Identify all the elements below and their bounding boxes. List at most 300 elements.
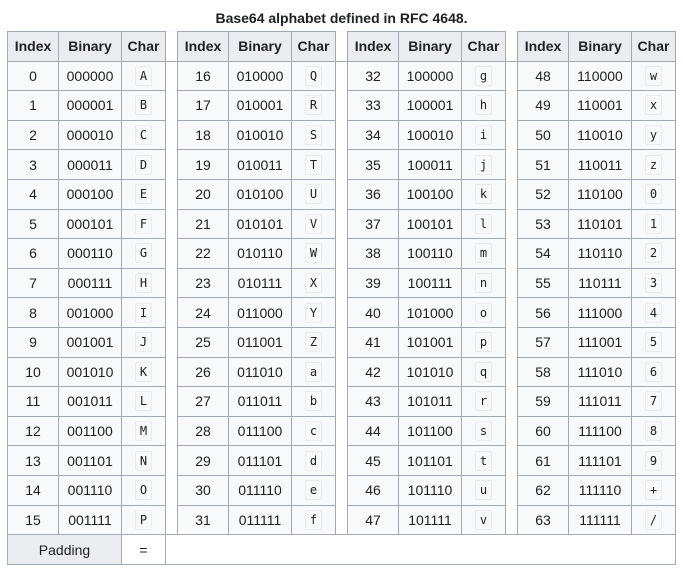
index-cell: 7 bbox=[8, 268, 59, 298]
char-cell bbox=[292, 416, 336, 446]
index-cell: 12 bbox=[8, 416, 59, 446]
index-cell: 17 bbox=[178, 91, 229, 121]
column-group-spacer bbox=[506, 505, 518, 535]
char-code: Z bbox=[305, 332, 322, 352]
char-code: X bbox=[305, 273, 322, 293]
index-cell: 22 bbox=[178, 239, 229, 269]
char-code: S bbox=[305, 125, 322, 145]
column-group-spacer bbox=[336, 32, 348, 62]
index-cell: 52 bbox=[518, 179, 569, 209]
index-cell: 16 bbox=[178, 61, 229, 91]
char-cell bbox=[122, 357, 166, 387]
char-code: 3 bbox=[645, 273, 662, 293]
binary-cell: 011101 bbox=[229, 446, 292, 476]
index-cell: 0 bbox=[8, 61, 59, 91]
char-cell bbox=[632, 209, 676, 239]
binary-cell: 010001 bbox=[229, 91, 292, 121]
table-row bbox=[8, 416, 676, 446]
char-code: 9 bbox=[645, 451, 662, 471]
table-row bbox=[8, 61, 676, 91]
column-group-spacer bbox=[506, 209, 518, 239]
char-code: / bbox=[645, 510, 662, 530]
index-cell: 10 bbox=[8, 357, 59, 387]
char-code: W bbox=[305, 243, 322, 263]
column-group-spacer bbox=[506, 327, 518, 357]
table-row bbox=[8, 91, 676, 121]
char-cell bbox=[462, 505, 506, 535]
column-group-spacer bbox=[336, 120, 348, 150]
column-group-spacer bbox=[336, 357, 348, 387]
char-cell bbox=[122, 209, 166, 239]
column-group-spacer bbox=[506, 150, 518, 180]
binary-cell: 111000 bbox=[569, 298, 632, 328]
binary-cell: 101001 bbox=[399, 327, 462, 357]
binary-cell: 101011 bbox=[399, 387, 462, 417]
binary-cell: 100011 bbox=[399, 150, 462, 180]
index-cell: 18 bbox=[178, 120, 229, 150]
column-group-spacer bbox=[166, 298, 178, 328]
column-group-spacer bbox=[166, 475, 178, 505]
binary-cell: 100100 bbox=[399, 179, 462, 209]
char-cell bbox=[632, 239, 676, 269]
padding-char-cell bbox=[122, 535, 166, 565]
binary-cell: 001001 bbox=[59, 327, 122, 357]
binary-cell: 010010 bbox=[229, 120, 292, 150]
column-group-spacer bbox=[336, 179, 348, 209]
index-cell: 54 bbox=[518, 239, 569, 269]
char-cell bbox=[462, 120, 506, 150]
index-cell: 42 bbox=[348, 357, 399, 387]
table-caption: Base64 alphabet defined in RFC 4648. bbox=[215, 10, 468, 26]
char-cell bbox=[462, 416, 506, 446]
index-cell: 15 bbox=[8, 505, 59, 535]
padding-empty-cell bbox=[166, 535, 676, 565]
binary-cell: 000100 bbox=[59, 179, 122, 209]
column-group-spacer bbox=[166, 239, 178, 269]
char-code: Q bbox=[305, 66, 322, 86]
binary-cell: 001010 bbox=[59, 357, 122, 387]
index-cell: 46 bbox=[348, 475, 399, 505]
char-cell bbox=[462, 61, 506, 91]
index-cell: 33 bbox=[348, 91, 399, 121]
index-cell: 51 bbox=[518, 150, 569, 180]
char-cell bbox=[632, 61, 676, 91]
index-cell: 25 bbox=[178, 327, 229, 357]
column-group-spacer bbox=[336, 387, 348, 417]
char-cell bbox=[462, 209, 506, 239]
index-cell: 3 bbox=[8, 150, 59, 180]
char-code: b bbox=[305, 391, 322, 411]
char-cell bbox=[292, 327, 336, 357]
binary-cell: 101100 bbox=[399, 416, 462, 446]
binary-cell: 010011 bbox=[229, 150, 292, 180]
char-cell bbox=[122, 268, 166, 298]
binary-cell: 001011 bbox=[59, 387, 122, 417]
index-cell: 48 bbox=[518, 61, 569, 91]
char-code: 8 bbox=[645, 421, 662, 441]
table-row bbox=[8, 150, 676, 180]
binary-cell: 111100 bbox=[569, 416, 632, 446]
index-cell: 8 bbox=[8, 298, 59, 328]
table-row bbox=[8, 268, 676, 298]
col-header-char: Char bbox=[462, 32, 506, 62]
char-code: 2 bbox=[645, 243, 662, 263]
char-cell bbox=[292, 298, 336, 328]
binary-cell: 000000 bbox=[59, 61, 122, 91]
char-code: h bbox=[475, 95, 492, 115]
binary-cell: 011010 bbox=[229, 357, 292, 387]
column-group-spacer bbox=[506, 357, 518, 387]
column-group-spacer bbox=[506, 120, 518, 150]
char-cell bbox=[462, 239, 506, 269]
char-cell bbox=[122, 239, 166, 269]
index-cell: 26 bbox=[178, 357, 229, 387]
char-code: 4 bbox=[645, 303, 662, 323]
index-cell: 28 bbox=[178, 416, 229, 446]
char-cell bbox=[462, 91, 506, 121]
char-cell bbox=[632, 505, 676, 535]
char-code: r bbox=[475, 391, 492, 411]
char-cell bbox=[292, 239, 336, 269]
binary-cell: 001000 bbox=[59, 298, 122, 328]
index-cell: 14 bbox=[8, 475, 59, 505]
binary-cell: 110000 bbox=[569, 61, 632, 91]
char-cell bbox=[292, 357, 336, 387]
column-group-spacer bbox=[506, 32, 518, 62]
col-header-binary: Binary bbox=[569, 32, 632, 62]
binary-cell: 011011 bbox=[229, 387, 292, 417]
char-code: U bbox=[305, 184, 322, 204]
index-cell: 62 bbox=[518, 475, 569, 505]
column-group-spacer bbox=[506, 446, 518, 476]
col-header-index: Index bbox=[178, 32, 229, 62]
char-cell bbox=[122, 298, 166, 328]
binary-cell: 010101 bbox=[229, 209, 292, 239]
char-code: u bbox=[475, 480, 492, 500]
char-code: z bbox=[645, 155, 662, 175]
column-group-spacer bbox=[166, 416, 178, 446]
index-cell: 1 bbox=[8, 91, 59, 121]
char-cell bbox=[462, 357, 506, 387]
index-cell: 39 bbox=[348, 268, 399, 298]
index-cell: 24 bbox=[178, 298, 229, 328]
char-code: K bbox=[135, 362, 152, 382]
column-group-spacer bbox=[166, 91, 178, 121]
char-cell bbox=[462, 327, 506, 357]
binary-cell: 100111 bbox=[399, 268, 462, 298]
col-header-binary: Binary bbox=[229, 32, 292, 62]
index-cell: 37 bbox=[348, 209, 399, 239]
index-cell: 63 bbox=[518, 505, 569, 535]
char-cell bbox=[632, 387, 676, 417]
table-row bbox=[8, 298, 676, 328]
column-group-spacer bbox=[336, 298, 348, 328]
char-cell bbox=[292, 91, 336, 121]
column-group-spacer bbox=[166, 327, 178, 357]
col-header-index: Index bbox=[8, 32, 59, 62]
char-code: k bbox=[475, 184, 492, 204]
char-code: A bbox=[135, 66, 152, 86]
col-header-char: Char bbox=[632, 32, 676, 62]
column-group-spacer bbox=[166, 120, 178, 150]
column-group-spacer bbox=[336, 239, 348, 269]
index-cell: 32 bbox=[348, 61, 399, 91]
column-group-spacer bbox=[506, 387, 518, 417]
col-header-binary: Binary bbox=[399, 32, 462, 62]
char-cell bbox=[632, 416, 676, 446]
col-header-char: Char bbox=[122, 32, 166, 62]
char-cell bbox=[462, 475, 506, 505]
char-cell bbox=[122, 387, 166, 417]
binary-cell: 000110 bbox=[59, 239, 122, 269]
index-cell: 49 bbox=[518, 91, 569, 121]
char-cell bbox=[632, 150, 676, 180]
char-code: e bbox=[305, 480, 322, 500]
binary-cell: 000011 bbox=[59, 150, 122, 180]
column-group-spacer bbox=[336, 416, 348, 446]
index-cell: 27 bbox=[178, 387, 229, 417]
column-group-spacer bbox=[166, 357, 178, 387]
column-group-spacer bbox=[506, 61, 518, 91]
char-code: L bbox=[135, 391, 152, 411]
index-cell: 47 bbox=[348, 505, 399, 535]
index-cell: 9 bbox=[8, 327, 59, 357]
char-code: w bbox=[645, 66, 662, 86]
binary-cell: 110010 bbox=[569, 120, 632, 150]
char-code: f bbox=[305, 510, 322, 530]
index-cell: 31 bbox=[178, 505, 229, 535]
index-cell: 11 bbox=[8, 387, 59, 417]
char-code: o bbox=[475, 303, 492, 323]
char-code: 1 bbox=[645, 214, 662, 234]
padding-label: Padding bbox=[8, 535, 122, 565]
char-cell bbox=[632, 298, 676, 328]
binary-cell: 101111 bbox=[399, 505, 462, 535]
char-cell bbox=[462, 387, 506, 417]
binary-cell: 111111 bbox=[569, 505, 632, 535]
index-cell: 21 bbox=[178, 209, 229, 239]
char-code: T bbox=[305, 155, 322, 175]
index-cell: 6 bbox=[8, 239, 59, 269]
index-cell: 60 bbox=[518, 416, 569, 446]
char-code: q bbox=[475, 362, 492, 382]
char-code: i bbox=[475, 125, 492, 145]
char-cell bbox=[122, 475, 166, 505]
header-row bbox=[8, 32, 676, 62]
char-cell bbox=[292, 209, 336, 239]
col-header-char: Char bbox=[292, 32, 336, 62]
char-cell bbox=[462, 298, 506, 328]
column-group-spacer bbox=[166, 32, 178, 62]
char-cell bbox=[632, 475, 676, 505]
char-code: B bbox=[135, 95, 152, 115]
index-cell: 40 bbox=[348, 298, 399, 328]
char-code: M bbox=[135, 421, 152, 441]
char-code: Y bbox=[305, 303, 322, 323]
index-cell: 61 bbox=[518, 446, 569, 476]
column-group-spacer bbox=[506, 179, 518, 209]
binary-cell: 011100 bbox=[229, 416, 292, 446]
char-code: j bbox=[475, 155, 492, 175]
column-group-spacer bbox=[166, 209, 178, 239]
binary-cell: 100001 bbox=[399, 91, 462, 121]
index-cell: 58 bbox=[518, 357, 569, 387]
binary-cell: 101010 bbox=[399, 357, 462, 387]
char-code: m bbox=[475, 243, 492, 263]
index-cell: 20 bbox=[178, 179, 229, 209]
char-cell bbox=[632, 268, 676, 298]
char-cell bbox=[122, 150, 166, 180]
char-code: N bbox=[135, 451, 152, 471]
index-cell: 5 bbox=[8, 209, 59, 239]
char-cell bbox=[122, 61, 166, 91]
column-group-spacer bbox=[506, 475, 518, 505]
binary-cell: 010100 bbox=[229, 179, 292, 209]
char-cell bbox=[122, 327, 166, 357]
char-code: 0 bbox=[645, 184, 662, 204]
char-cell bbox=[462, 150, 506, 180]
char-code: 7 bbox=[645, 391, 662, 411]
char-code: d bbox=[305, 451, 322, 471]
index-cell: 56 bbox=[518, 298, 569, 328]
char-code: R bbox=[305, 95, 322, 115]
column-group-spacer bbox=[166, 61, 178, 91]
char-cell bbox=[292, 446, 336, 476]
binary-cell: 110110 bbox=[569, 239, 632, 269]
char-code: v bbox=[475, 510, 492, 530]
index-cell: 44 bbox=[348, 416, 399, 446]
column-group-spacer bbox=[336, 268, 348, 298]
column-group-spacer bbox=[336, 61, 348, 91]
column-group-spacer bbox=[166, 150, 178, 180]
col-header-index: Index bbox=[348, 32, 399, 62]
binary-cell: 110100 bbox=[569, 179, 632, 209]
column-group-spacer bbox=[166, 268, 178, 298]
column-group-spacer bbox=[506, 416, 518, 446]
char-cell bbox=[292, 387, 336, 417]
index-cell: 45 bbox=[348, 446, 399, 476]
char-code: c bbox=[305, 421, 322, 441]
binary-cell: 111011 bbox=[569, 387, 632, 417]
char-code: F bbox=[135, 214, 152, 234]
index-cell: 34 bbox=[348, 120, 399, 150]
column-group-spacer bbox=[336, 209, 348, 239]
binary-cell: 001101 bbox=[59, 446, 122, 476]
char-cell bbox=[122, 179, 166, 209]
char-code: P bbox=[135, 510, 152, 530]
column-group-spacer bbox=[336, 91, 348, 121]
column-group-spacer bbox=[336, 327, 348, 357]
char-cell bbox=[632, 327, 676, 357]
char-cell bbox=[122, 446, 166, 476]
index-cell: 36 bbox=[348, 179, 399, 209]
binary-cell: 111101 bbox=[569, 446, 632, 476]
index-cell: 30 bbox=[178, 475, 229, 505]
index-cell: 59 bbox=[518, 387, 569, 417]
column-group-spacer bbox=[166, 387, 178, 417]
padding-row bbox=[8, 535, 676, 565]
binary-cell: 101000 bbox=[399, 298, 462, 328]
index-cell: 57 bbox=[518, 327, 569, 357]
binary-cell: 100110 bbox=[399, 239, 462, 269]
binary-cell: 110101 bbox=[569, 209, 632, 239]
table-row bbox=[8, 446, 676, 476]
char-cell bbox=[632, 446, 676, 476]
base64-alphabet-table bbox=[7, 31, 676, 565]
binary-cell: 111110 bbox=[569, 475, 632, 505]
column-group-spacer bbox=[336, 475, 348, 505]
char-cell bbox=[292, 505, 336, 535]
char-code: H bbox=[135, 273, 152, 293]
table-row bbox=[8, 120, 676, 150]
char-cell bbox=[462, 268, 506, 298]
binary-cell: 010111 bbox=[229, 268, 292, 298]
char-cell bbox=[632, 91, 676, 121]
index-cell: 53 bbox=[518, 209, 569, 239]
column-group-spacer bbox=[506, 239, 518, 269]
column-group-spacer bbox=[506, 298, 518, 328]
char-code: G bbox=[135, 243, 152, 263]
index-cell: 2 bbox=[8, 120, 59, 150]
table-row bbox=[8, 387, 676, 417]
char-cell bbox=[292, 179, 336, 209]
char-code: s bbox=[475, 421, 492, 441]
char-code: C bbox=[135, 125, 152, 145]
char-code: O bbox=[135, 480, 152, 500]
char-cell bbox=[122, 120, 166, 150]
binary-cell: 001110 bbox=[59, 475, 122, 505]
char-cell bbox=[632, 120, 676, 150]
table-row bbox=[8, 239, 676, 269]
index-cell: 43 bbox=[348, 387, 399, 417]
table-row bbox=[8, 327, 676, 357]
char-code: l bbox=[475, 214, 492, 234]
binary-cell: 000111 bbox=[59, 268, 122, 298]
binary-cell: 111001 bbox=[569, 327, 632, 357]
binary-cell: 101101 bbox=[399, 446, 462, 476]
char-code: I bbox=[135, 303, 152, 323]
index-cell: 50 bbox=[518, 120, 569, 150]
char-cell bbox=[122, 91, 166, 121]
char-cell bbox=[122, 416, 166, 446]
index-cell: 13 bbox=[8, 446, 59, 476]
char-code: D bbox=[135, 155, 152, 175]
index-cell: 38 bbox=[348, 239, 399, 269]
binary-cell: 101110 bbox=[399, 475, 462, 505]
binary-cell: 000001 bbox=[59, 91, 122, 121]
binary-cell: 110001 bbox=[569, 91, 632, 121]
char-code: p bbox=[475, 332, 492, 352]
binary-cell: 010000 bbox=[229, 61, 292, 91]
table-row bbox=[8, 179, 676, 209]
char-cell bbox=[292, 61, 336, 91]
binary-cell: 011000 bbox=[229, 298, 292, 328]
char-code: x bbox=[645, 95, 662, 115]
column-group-spacer bbox=[336, 505, 348, 535]
column-group-spacer bbox=[166, 179, 178, 209]
index-cell: 55 bbox=[518, 268, 569, 298]
column-group-spacer bbox=[166, 446, 178, 476]
char-cell bbox=[292, 120, 336, 150]
binary-cell: 110011 bbox=[569, 150, 632, 180]
table-body bbox=[8, 61, 676, 565]
binary-cell: 100000 bbox=[399, 61, 462, 91]
index-cell: 29 bbox=[178, 446, 229, 476]
char-cell bbox=[122, 505, 166, 535]
char-code: a bbox=[305, 362, 322, 382]
char-code: n bbox=[475, 273, 492, 293]
char-code: V bbox=[305, 214, 322, 234]
